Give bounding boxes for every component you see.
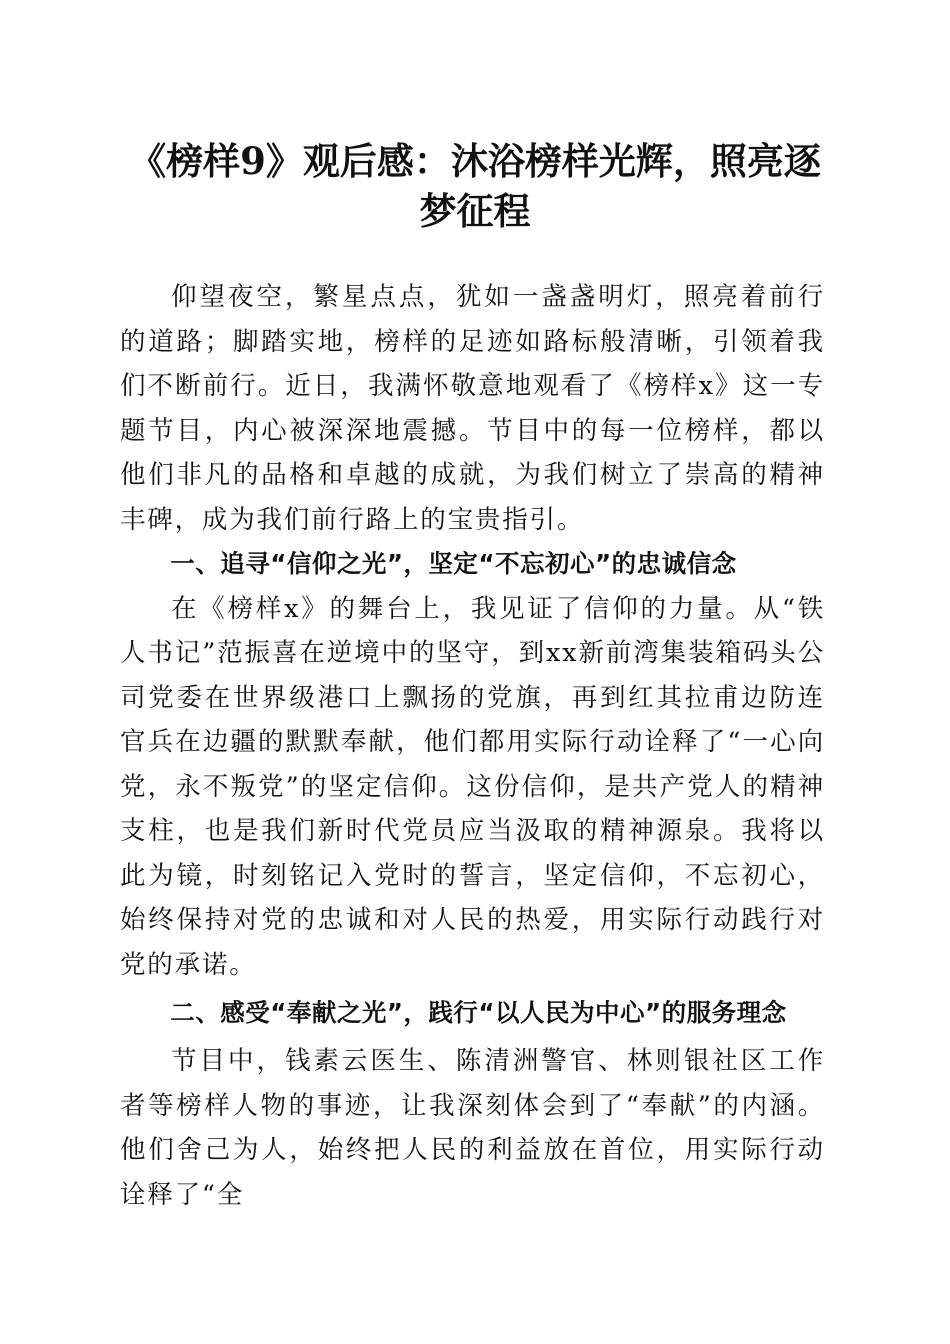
document-title: 《榜样9》观后感：沐浴榜样光辉，照亮逐梦征程: [129, 139, 821, 233]
body-text: [120, 275, 825, 1217]
section-1-heading: 一、追寻“信仰之光”，坚定“不忘初心”的忠诚信念: [170, 549, 737, 578]
section-2-paragraph: 节目中，钱素云医生、陈清洲警官、林则银社区工作者等榜样人物的事迹，让我深刻体会到了“奉献”的内涵。他们舍己为人，始终把人民的利益放在首位，用实际行动诠释了“全: [120, 1046, 825, 1210]
intro-paragraph: 仰望夜空，繁星点点，犹如一盏盏明灯，照亮着前行的道路；脚踏实地，榜样的足迹如路标般清晰，引领着我们不断前行。近日，我满怀敬意地观看了《榜样x》这一专题节目，内心被深深地震撼。节目中的每一位榜样，都以他们非凡的品格和卓越的成就，为我们树立了崇高的精神丰碑，成为我们前行路上的宝贵指引。: [120, 282, 825, 535]
section-2-heading: 二、感受“奉献之光”，践行“以人民为中心”的服务理念: [170, 998, 787, 1027]
section-1-paragraph: 在《榜样x》的舞台上，我见证了信仰的力量。从“铁人书记”范振喜在逆境中的坚守，到xx新前湾集装箱码头公司党委在世界级港口上飘扬的党旗，再到红其拉甫边防连官兵在边疆的默默奉献，他们都用实际行动诠释了“一心向党，永不叛党”的坚定信仰。这份信仰，是共产党人的精神支柱，也是我们新时代党员应当汲取的精神源泉。我将以此为镜，时刻铭记入党时的誓言，坚定信仰，不忘初心，始终保持对党的忠诚和对人民的热爱，用实际行动践行对党的承诺。: [120, 593, 825, 980]
